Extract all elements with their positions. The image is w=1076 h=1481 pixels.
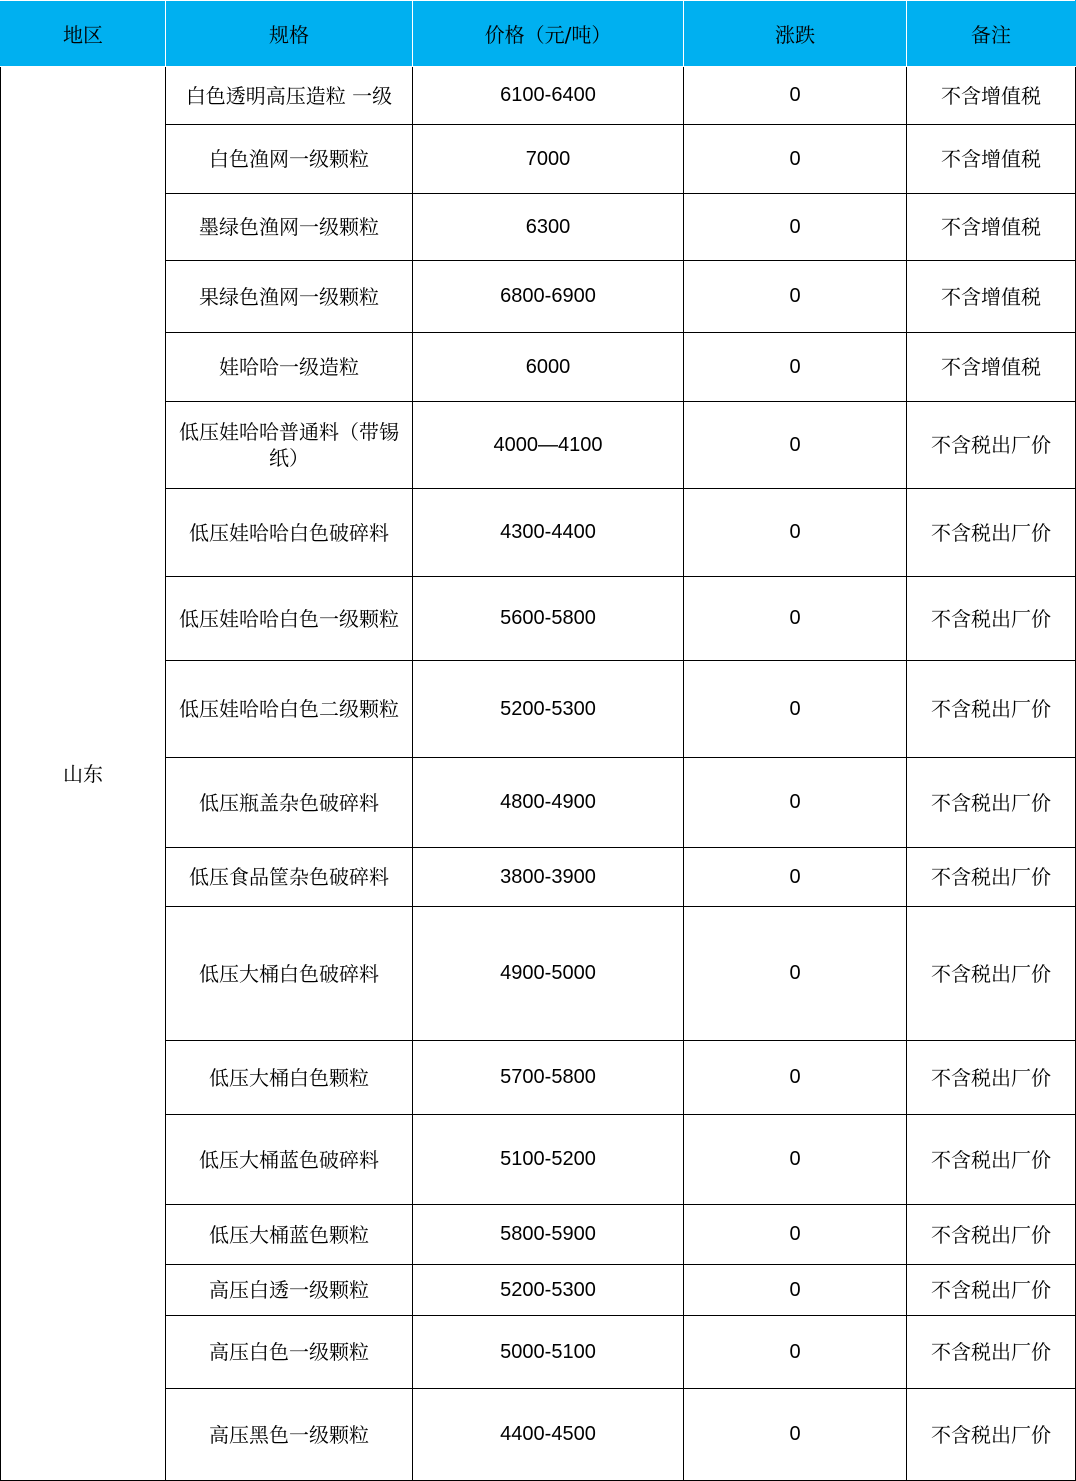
spec-cell: 白色透明高压造粒 一级 xyxy=(166,67,413,125)
change-cell: 0 xyxy=(684,1265,907,1316)
change-cell: 0 xyxy=(684,907,907,1041)
note-cell: 不含税出厂价 xyxy=(907,661,1076,758)
spec-cell: 果绿色渔网一级颗粒 xyxy=(166,261,413,333)
change-cell: 0 xyxy=(684,489,907,577)
note-cell: 不含税出厂价 xyxy=(907,1115,1076,1205)
spec-cell: 低压大桶蓝色颗粒 xyxy=(166,1205,413,1265)
header-note: 备注 xyxy=(907,1,1076,67)
price-cell: 3800-3900 xyxy=(413,848,684,907)
price-cell: 4900-5000 xyxy=(413,907,684,1041)
spec-cell: 墨绿色渔网一级颗粒 xyxy=(166,194,413,261)
note-cell: 不含税出厂价 xyxy=(907,402,1076,489)
price-cell: 6800-6900 xyxy=(413,261,684,333)
spec-cell: 低压娃哈哈普通料（带锡纸） xyxy=(166,402,413,489)
change-cell: 0 xyxy=(684,1041,907,1115)
change-cell: 0 xyxy=(684,1389,907,1481)
change-cell: 0 xyxy=(684,1205,907,1265)
header-row xyxy=(1,1,1076,67)
price-cell: 6000 xyxy=(413,333,684,402)
note-cell: 不含增值税 xyxy=(907,194,1076,261)
change-cell: 0 xyxy=(684,125,907,194)
note-cell: 不含税出厂价 xyxy=(907,907,1076,1041)
note-cell: 不含增值税 xyxy=(907,125,1076,194)
spec-cell: 低压大桶白色颗粒 xyxy=(166,1041,413,1115)
change-cell: 0 xyxy=(684,577,907,661)
change-cell: 0 xyxy=(684,1115,907,1205)
price-cell: 7000 xyxy=(413,125,684,194)
change-cell: 0 xyxy=(684,1316,907,1389)
change-cell: 0 xyxy=(684,661,907,758)
change-cell: 0 xyxy=(684,261,907,333)
price-cell: 5600-5800 xyxy=(413,577,684,661)
spec-cell: 低压娃哈哈白色一级颗粒 xyxy=(166,577,413,661)
price-cell: 4400-4500 xyxy=(413,1389,684,1481)
header-spec: 规格 xyxy=(166,1,413,67)
spec-cell: 低压瓶盖杂色破碎料 xyxy=(166,758,413,848)
note-cell: 不含税出厂价 xyxy=(907,758,1076,848)
table-header xyxy=(1,1,1076,67)
price-cell: 5700-5800 xyxy=(413,1041,684,1115)
spec-cell: 高压黑色一级颗粒 xyxy=(166,1389,413,1481)
note-cell: 不含税出厂价 xyxy=(907,1316,1076,1389)
spec-cell: 娃哈哈一级造粒 xyxy=(166,333,413,402)
change-cell: 0 xyxy=(684,194,907,261)
note-cell: 不含税出厂价 xyxy=(907,489,1076,577)
note-cell: 不含税出厂价 xyxy=(907,1389,1076,1481)
note-cell: 不含增值税 xyxy=(907,333,1076,402)
note-cell: 不含税出厂价 xyxy=(907,1041,1076,1115)
price-cell: 5200-5300 xyxy=(413,1265,684,1316)
spec-cell: 白色渔网一级颗粒 xyxy=(166,125,413,194)
note-cell: 不含税出厂价 xyxy=(907,1265,1076,1316)
note-cell: 不含税出厂价 xyxy=(907,848,1076,907)
spec-cell: 低压娃哈哈白色破碎料 xyxy=(166,489,413,577)
price-cell: 5100-5200 xyxy=(413,1115,684,1205)
header-price: 价格（元/吨） xyxy=(413,1,684,67)
header-region: 地区 xyxy=(1,1,166,67)
price-cell: 4300-4400 xyxy=(413,489,684,577)
spec-cell: 低压食品筐杂色破碎料 xyxy=(166,848,413,907)
change-cell: 0 xyxy=(684,402,907,489)
price-cell: 4800-4900 xyxy=(413,758,684,848)
price-cell: 5000-5100 xyxy=(413,1316,684,1389)
spec-cell: 低压大桶白色破碎料 xyxy=(166,907,413,1041)
price-cell: 6300 xyxy=(413,194,684,261)
spec-cell: 低压大桶蓝色破碎料 xyxy=(166,1115,413,1205)
price-cell: 5800-5900 xyxy=(413,1205,684,1265)
note-cell: 不含税出厂价 xyxy=(907,577,1076,661)
table-body xyxy=(1,67,1076,1481)
spec-cell: 低压娃哈哈白色二级颗粒 xyxy=(166,661,413,758)
note-cell: 不含增值税 xyxy=(907,261,1076,333)
note-cell: 不含税出厂价 xyxy=(907,1205,1076,1265)
note-cell: 不含增值税 xyxy=(907,67,1076,125)
change-cell: 0 xyxy=(684,758,907,848)
change-cell: 0 xyxy=(684,67,907,125)
spec-cell: 高压白色一级颗粒 xyxy=(166,1316,413,1389)
header-change: 涨跌 xyxy=(684,1,907,67)
change-cell: 0 xyxy=(684,848,907,907)
price-cell: 4000—4100 xyxy=(413,402,684,489)
table-row xyxy=(1,67,1076,125)
price-cell: 6100-6400 xyxy=(413,67,684,125)
price-cell: 5200-5300 xyxy=(413,661,684,758)
change-cell: 0 xyxy=(684,333,907,402)
region-cell: 山东 xyxy=(1,67,166,1481)
spec-cell: 高压白透一级颗粒 xyxy=(166,1265,413,1316)
